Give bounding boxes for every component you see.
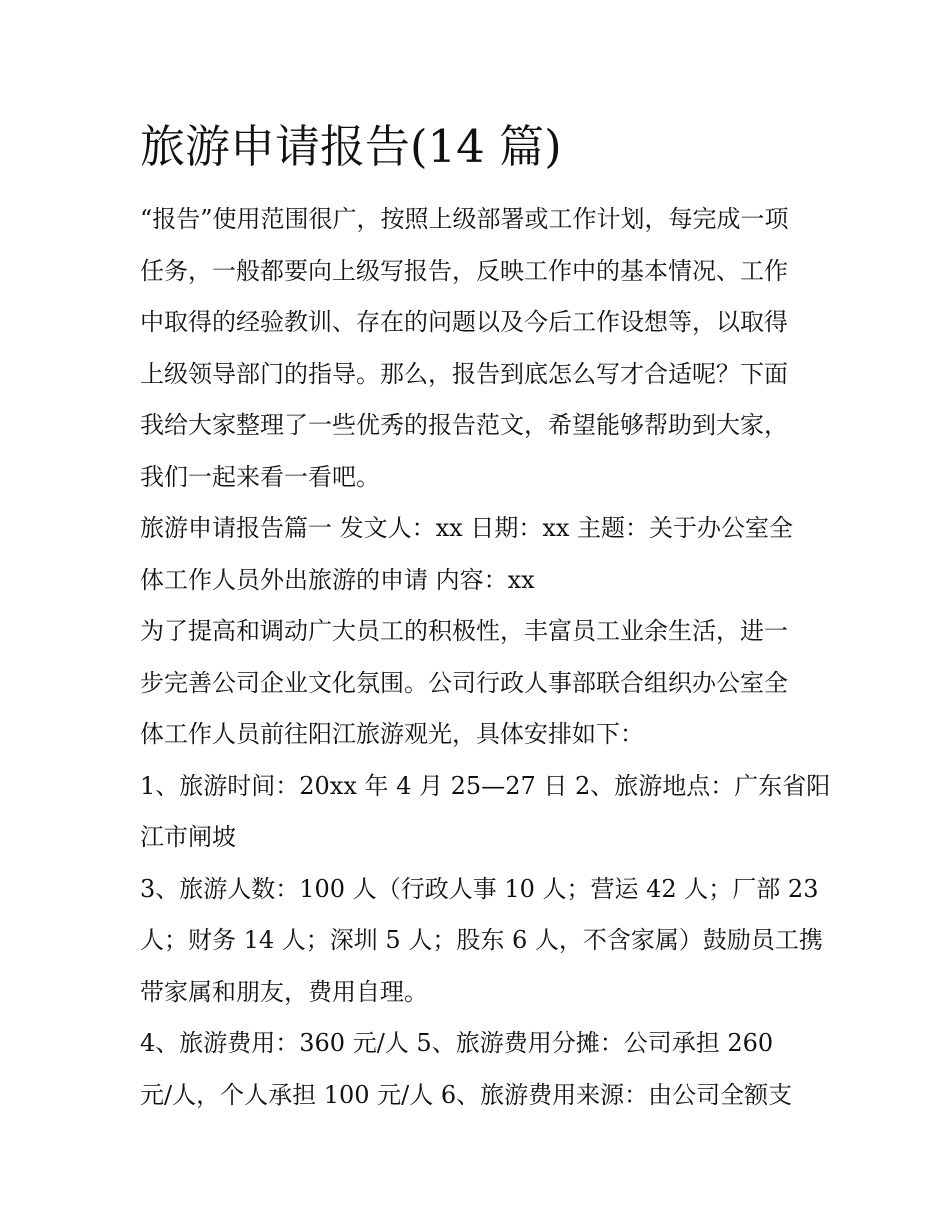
body-line: 为了提高和调动广大员工的积极性，丰富员工业余生活，进一 — [140, 617, 788, 645]
body-line: 元/人，个人承担 100 元/人 6、旅游费用来源：由公司全额支 — [140, 1080, 793, 1109]
body-line: “报告”使用范围很广，按照上级部署或工作计划，每完成一项 — [140, 205, 789, 233]
body-line: 任务，一般都要向上级写报告，反映工作中的基本情况、工作 — [140, 256, 788, 285]
body-line: 我们一起来看一看吧。 — [140, 462, 380, 491]
body-line: 体工作人员外出旅游的申请 内容：xx — [140, 565, 535, 594]
document-body — [140, 194, 830, 1121]
body-line: 我给大家整理了一些优秀的报告范文，希望能够帮助到大家， — [140, 411, 788, 439]
body-line: 上级领导部门的指导。那么，报告到底怎么写才合适呢？下面 — [140, 359, 788, 388]
body-line: 3、旅游人数：100 人（行政人事 10 人；营运 42 人；厂部 23 — [140, 874, 819, 903]
body-line: 中取得的经验教训、存在的问题以及今后工作设想等，以取得 — [140, 308, 788, 336]
body-line: 人；财务 14 人；深圳 5 人；股东 6 人，不含家属）鼓励员工携 — [140, 926, 823, 954]
body-line: 1、旅游时间：20xx 年 4 月 25—27 日 2、旅游地点：广东省阳 — [140, 771, 831, 800]
body-line: 4、旅游费用：360 元/人 5、旅游费用分摊：公司承担 260 — [140, 1029, 774, 1057]
body-line: 体工作人员前往阳江旅游观光，具体安排如下： — [140, 720, 644, 748]
body-line: 步完善公司企业文化氛围。公司行政人事部联合组织办公室全 — [140, 668, 788, 697]
body-line: 旅游申请报告篇一 发文人：xx 日期：xx 主题：关于办公室全 — [140, 514, 794, 542]
body-line: 江市闸坡 — [140, 823, 236, 851]
document-title: 旅游申请报告(14 篇) — [140, 120, 562, 173]
body-line: 带家属和朋友，费用自理。 — [140, 977, 428, 1006]
